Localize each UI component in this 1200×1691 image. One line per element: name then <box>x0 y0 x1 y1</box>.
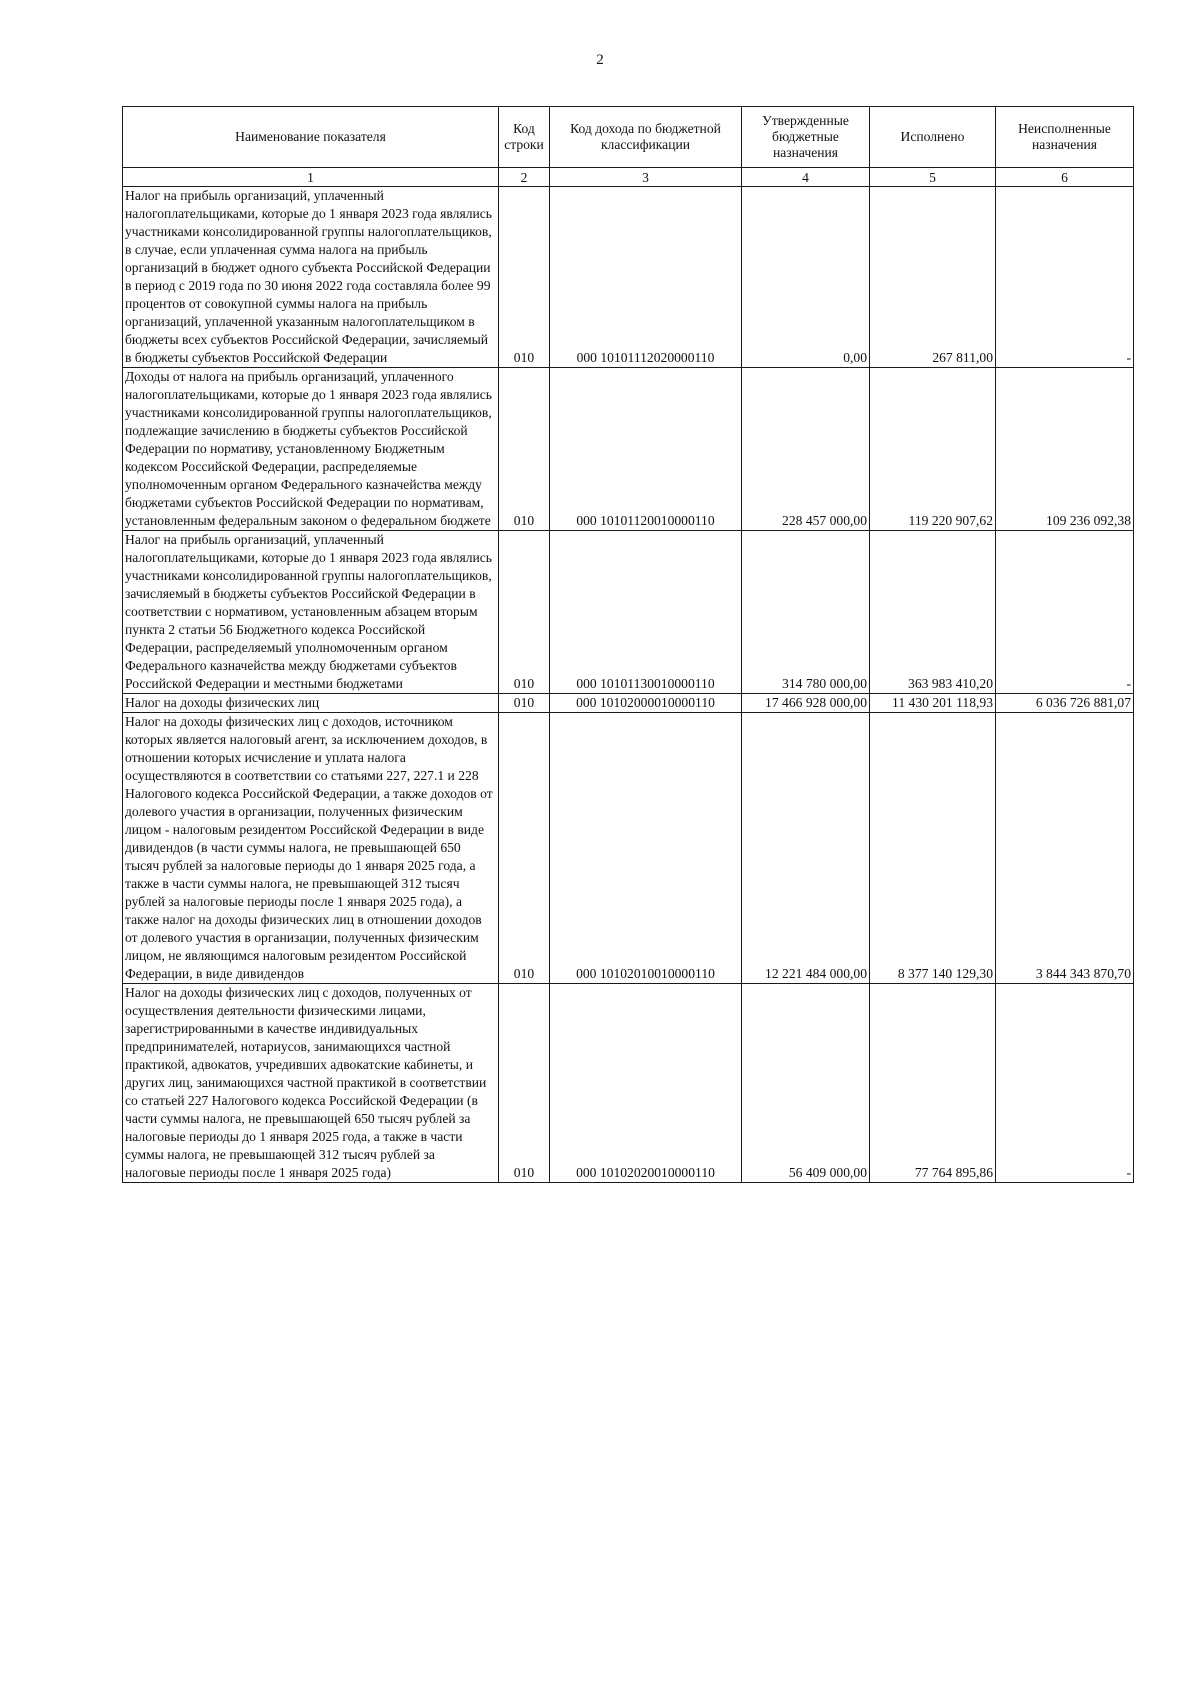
header-code: Код строки <box>499 107 550 168</box>
row-name: Налог на доходы физических лиц <box>123 694 499 713</box>
table-row <box>123 694 1134 713</box>
table-row <box>123 531 1134 694</box>
page-number: 2 <box>596 52 604 68</box>
row-code: 010 <box>499 187 550 368</box>
row-unexecuted: - <box>996 531 1134 694</box>
column-number: 4 <box>742 168 870 187</box>
row-code: 010 <box>499 694 550 713</box>
column-number: 2 <box>499 168 550 187</box>
row-approved: 314 780 000,00 <box>742 531 870 694</box>
header-approved: Утвержденные бюджетные назначения <box>742 107 870 168</box>
budget-execution-table <box>122 106 1134 1183</box>
row-approved: 228 457 000,00 <box>742 368 870 531</box>
table-row <box>123 187 1134 368</box>
header-unexecuted: Неисполненные назначения <box>996 107 1134 168</box>
row-executed: 363 983 410,20 <box>870 531 996 694</box>
row-unexecuted: - <box>996 984 1134 1183</box>
row-approved: 56 409 000,00 <box>742 984 870 1183</box>
row-approved: 0,00 <box>742 187 870 368</box>
row-kbk: 000 10101130010000110 <box>550 531 742 694</box>
row-name: Налог на прибыль организаций, уплаченный налогоплательщиками, которые до 1 января 2023 года являлись участниками консолидированной группы налогоплательщиков, в случае, если уплаченная сумма налога на прибыль организаций в бюджет одного субъекта Российской Федерации в период с 2019 года по 30 июня 2022 года составляла более 99 процентов от совокупной суммы налога на прибыль организаций, уплаченной указанным налогоплательщиком в бюджеты всех субъектов Российской Федерации, зачисляемый в бюджеты субъектов Российской Федерации <box>123 187 499 368</box>
table-row <box>123 368 1134 531</box>
row-executed: 267 811,00 <box>870 187 996 368</box>
row-unexecuted: 109 236 092,38 <box>996 368 1134 531</box>
row-code: 010 <box>499 984 550 1183</box>
header-name: Наименование показателя <box>123 107 499 168</box>
row-executed: 119 220 907,62 <box>870 368 996 531</box>
row-unexecuted: - <box>996 187 1134 368</box>
header-row <box>123 107 1134 168</box>
row-approved: 17 466 928 000,00 <box>742 694 870 713</box>
table-row <box>123 713 1134 984</box>
row-kbk: 000 10102020010000110 <box>550 984 742 1183</box>
row-name: Налог на прибыль организаций, уплаченный налогоплательщиками, которые до 1 января 2023 года являлись участниками консолидированной группы налогоплательщиков, зачисляемый в бюджеты субъектов Российской Федерации в соответствии с нормативом, установленным абзацем вторым пункта 2 статьи 56 Бюджетного кодекса Российской Федерации, распределяемый уполномоченным органом Федерального казначейства между бюджетами субъектов Российской Федерации и местными бюджетами <box>123 531 499 694</box>
row-kbk: 000 10101120010000110 <box>550 368 742 531</box>
row-name: Доходы от налога на прибыль организаций, уплаченного налогоплательщиками, которые до 1 января 2023 года являлись участниками консолидированной группы налогоплательщиков, подлежащие зачислению в бюджеты субъектов Российской Федерации по нормативу, установленному Бюджетным кодексом Российской Федерации, распределяемые уполномоченным органом Федерального казначейства между бюджетами субъектов Российской Федерации по нормативам, установленным федеральным законом о федеральном бюджете <box>123 368 499 531</box>
column-numbers-row <box>123 168 1134 187</box>
row-unexecuted: 3 844 343 870,70 <box>996 713 1134 984</box>
column-number: 1 <box>123 168 499 187</box>
row-executed: 11 430 201 118,93 <box>870 694 996 713</box>
row-unexecuted: 6 036 726 881,07 <box>996 694 1134 713</box>
row-code: 010 <box>499 531 550 694</box>
row-name: Налог на доходы физических лиц с доходов, источником которых является налоговый агент, за исключением доходов, в отношении которых исчисление и уплата налога осуществляются в соответствии со статьями 227, 227.1 и 228 Налогового кодекса Российской Федерации, а также доходов от долевого участия в организации, полученных физическим лицом - налоговым резидентом Российской Федерации в виде дивидендов (в части суммы налога, не превышающей 650 тысяч рублей за налоговые периоды до 1 января 2025 года, а также в части суммы налога, не превышающей 312 тысяч рублей за налоговые периоды после 1 января 2025 года), а также налог на доходы физических лиц в отношении доходов от долевого участия в организации, полученных физическим лицом, не являющимся налоговым резидентом Российской Федерации, в виде дивидендов <box>123 713 499 984</box>
row-kbk: 000 10101112020000110 <box>550 187 742 368</box>
header-kbk: Код дохода по бюджетной классификации <box>550 107 742 168</box>
table-row <box>123 984 1134 1183</box>
column-number: 6 <box>996 168 1134 187</box>
row-executed: 8 377 140 129,30 <box>870 713 996 984</box>
row-code: 010 <box>499 713 550 984</box>
row-approved: 12 221 484 000,00 <box>742 713 870 984</box>
row-name: Налог на доходы физических лиц с доходов, полученных от осуществления деятельности физическими лицами, зарегистрированными в качестве индивидуальных предпринимателей, нотариусов, занимающихся частной практикой, адвокатов, учредивших адвокатские кабинеты, и других лиц, занимающихся частной практикой в соответствии со статьей 227 Налогового кодекса Российской Федерации (в части суммы налога, не превышающей 650 тысяч рублей за налоговые периоды до 1 января 2025 года, а также в части суммы налога, не превышающей 312 тысяч рублей за налоговые периоды после 1 января 2025 года) <box>123 984 499 1183</box>
column-number: 3 <box>550 168 742 187</box>
row-kbk: 000 10102000010000110 <box>550 694 742 713</box>
row-kbk: 000 10102010010000110 <box>550 713 742 984</box>
row-code: 010 <box>499 368 550 531</box>
header-executed: Исполнено <box>870 107 996 168</box>
row-executed: 77 764 895,86 <box>870 984 996 1183</box>
column-number: 5 <box>870 168 996 187</box>
